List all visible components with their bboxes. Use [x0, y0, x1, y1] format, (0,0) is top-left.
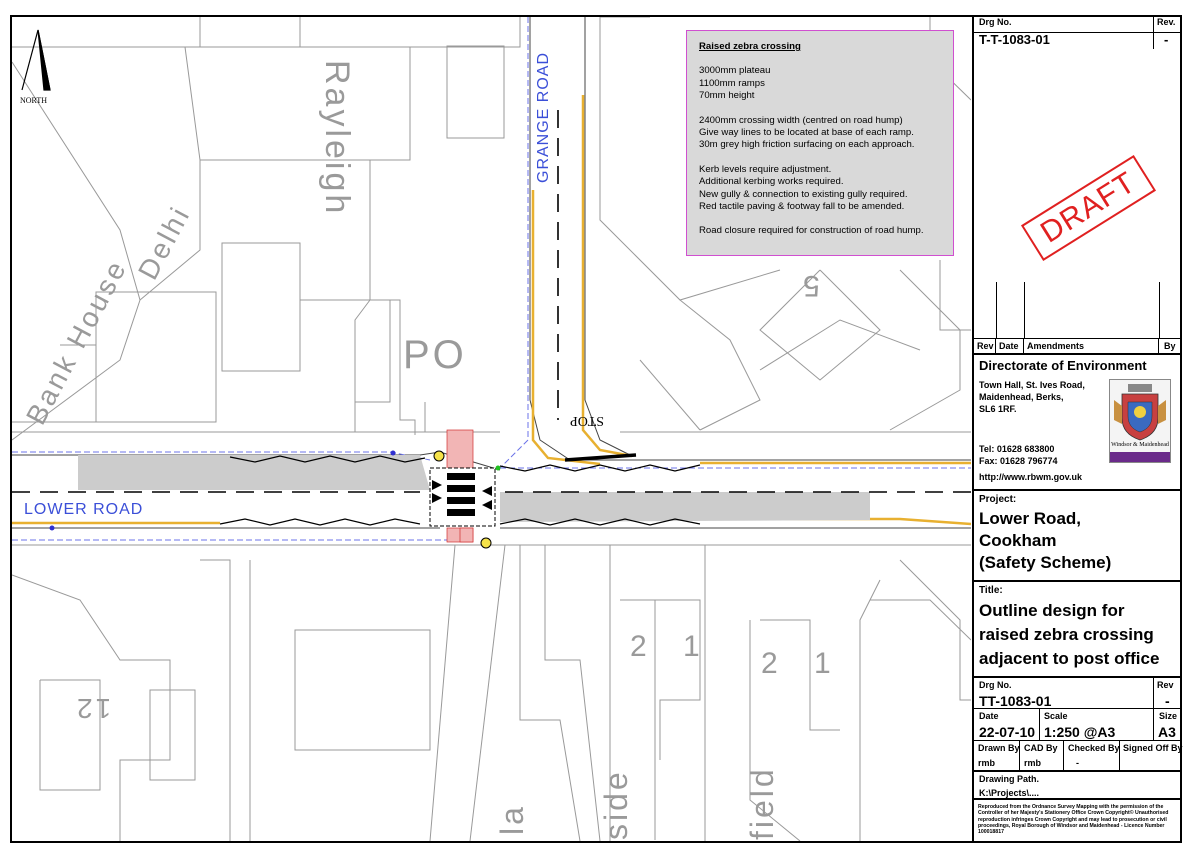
- north-label: NORTH: [20, 96, 48, 105]
- grange-road-label: GRANGE ROAD: [535, 51, 552, 183]
- project-line: (Safety Scheme): [979, 553, 1112, 572]
- project-label: Project:: [979, 494, 1017, 505]
- title-label: Title:: [979, 585, 1003, 596]
- north-arrow-icon: [22, 30, 50, 90]
- date-value: 22-07-10: [979, 724, 1036, 740]
- cad-by-label: CAD By: [1024, 743, 1058, 753]
- lower-road-label: LOWER ROAD: [24, 501, 144, 518]
- note-line: 1100mm ramps: [699, 77, 765, 89]
- telephone: Tel: 01628 683800: [979, 444, 1055, 454]
- street-label-la: la: [494, 804, 530, 835]
- stop-road-marking: STOP: [570, 413, 604, 428]
- belisha-beacon: [481, 538, 491, 548]
- address-line: Town Hall, St. Ives Road,: [979, 380, 1085, 390]
- amend-text-header: Amendments: [1027, 341, 1085, 351]
- note-line: Red tactile paving & footway fall to be amended.: [699, 201, 905, 213]
- address-line: Maidenhead, Berks,: [979, 392, 1064, 402]
- title-block: [972, 15, 1182, 843]
- building-label-po: PO: [403, 333, 467, 377]
- note-line: Give way lines to be located at base of each ramp.: [699, 127, 914, 139]
- title-line: adjacent to post office: [979, 649, 1160, 668]
- drawing-path-value: K:\Projects\....: [979, 788, 1040, 798]
- title-line: Outline design for: [979, 601, 1125, 620]
- amendments-header: [974, 338, 1182, 353]
- directorate-section: [974, 353, 1182, 489]
- drawing-number-row: [974, 676, 1182, 708]
- draft-stamp: DRAFT: [1021, 155, 1156, 261]
- top-rev: -: [1164, 32, 1169, 47]
- building-label-delhi: Delhi: [132, 200, 197, 285]
- design-notes-panel: [686, 30, 954, 256]
- belisha-beacon: [434, 451, 444, 461]
- note-line: 70mm height: [699, 90, 755, 102]
- size-label: Size: [1159, 711, 1178, 721]
- divider: [1024, 282, 1025, 338]
- council-crest-icon: [1109, 379, 1171, 463]
- drawn-by-label: Drawn By: [978, 743, 1020, 753]
- date-scale-row: [974, 708, 1182, 740]
- project-section: [974, 489, 1182, 580]
- note-line: Kerb levels require adjustment.: [699, 163, 832, 175]
- drawing-path-label: Drawing Path.: [979, 774, 1040, 784]
- building-label-1a: 1: [683, 630, 703, 663]
- notes-block-layout: [699, 115, 941, 152]
- notes-block-closure: [699, 225, 941, 237]
- cad-by-value: rmb: [1024, 758, 1042, 768]
- amend-rev-header: Rev: [977, 341, 994, 351]
- divider: [996, 282, 997, 338]
- building-label-rayleigh: Rayleigh: [318, 60, 356, 217]
- signatories-row: [974, 740, 1182, 770]
- date-label: Date: [979, 711, 999, 721]
- notes-block-works: [699, 164, 941, 214]
- building-label-5: 5: [800, 269, 820, 302]
- note-line: 30m grey high friction surfacing on each approach.: [699, 139, 915, 151]
- crest-caption: Windsor & Maidenhead: [1111, 442, 1169, 448]
- address-line: SL6 1RF.: [979, 404, 1017, 414]
- building-label-bank-house: Bank House: [20, 253, 134, 430]
- note-line: Additional kerbing works required.: [699, 176, 844, 188]
- title-section: [974, 580, 1182, 676]
- title-line: raised zebra crossing: [979, 625, 1154, 644]
- drawing-path-row: [974, 770, 1182, 798]
- stop-line: [565, 455, 636, 460]
- divider: [974, 32, 1182, 33]
- divider: [1159, 282, 1160, 338]
- note-line: 3000mm plateau: [699, 65, 771, 77]
- zebra-crossing: [430, 468, 495, 526]
- amend-by-header: By: [1164, 341, 1176, 351]
- street-label-side: side: [598, 769, 634, 840]
- note-line: Road closure required for construction of road hump.: [699, 225, 924, 237]
- checked-by-value: -: [1076, 758, 1079, 768]
- drawn-by-value: rmb: [978, 758, 996, 768]
- drg-number: TT-1083-01: [979, 693, 1052, 709]
- note-line: New gully & connection to existing gully required.: [699, 188, 908, 200]
- building-label-12: 12: [74, 693, 112, 724]
- street-label-field: field: [744, 766, 780, 840]
- building-label-2a: 2: [630, 630, 650, 663]
- fax: Fax: 01628 796774: [979, 456, 1058, 466]
- rev-value: -: [1165, 693, 1170, 709]
- top-drg-label: Drg No.: [979, 17, 1012, 27]
- scale-value: 1:250 @A3: [1044, 724, 1116, 740]
- directorate-name: Directorate of Environment: [979, 358, 1147, 373]
- notes-title: Raised zebra crossing: [699, 41, 801, 52]
- copyright-notice: Reproduced from the Ordnance Survey Mapping with the permission of the Controller of her Majesty's Stationery Office Crown Copyright© Unauthorised reproduction infringes Crown Copyright and may lead to prosecution or civil proceedings, Royal Borough of Windsor and Maidenhead - Licence Number 100018817: [978, 804, 1169, 836]
- top-rev-label: Rev.: [1157, 17, 1176, 27]
- note-line: 2400mm crossing width (centred on road hump): [699, 114, 903, 126]
- amend-date-header: Date: [999, 341, 1019, 351]
- drg-label: Drg No.: [979, 680, 1012, 690]
- signed-off-label: Signed Off By: [1123, 743, 1183, 753]
- rev-label: Rev: [1157, 680, 1174, 690]
- scale-label: Scale: [1044, 711, 1068, 721]
- size-value: A3: [1158, 724, 1176, 740]
- notes-block-dimensions: [699, 65, 941, 102]
- copyright-section: [974, 798, 1182, 841]
- checked-by-label: Checked By: [1068, 743, 1120, 753]
- website[interactable]: http://www.rbwm.gov.uk: [979, 472, 1082, 482]
- project-line: Lower Road,: [979, 509, 1082, 528]
- top-drg-number: T-T-1083-01: [979, 32, 1050, 47]
- building-label-2b: 2: [761, 647, 781, 680]
- building-label-1b: 1: [814, 647, 834, 680]
- project-line: Cookham: [979, 531, 1057, 550]
